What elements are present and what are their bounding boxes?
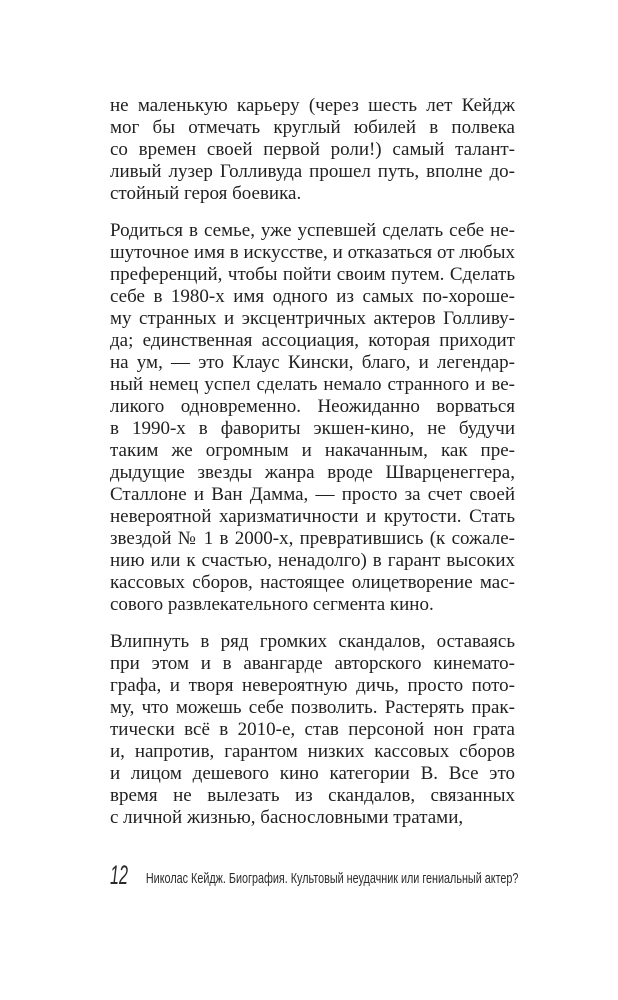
text-line: и лицом дешевого кино категории B. Все это (110, 763, 515, 784)
paragraph (110, 95, 515, 205)
text-line: тически всё в 2010-е, став персоной нон грата (110, 719, 515, 740)
running-title: Николас Кейдж. Биография. Культовый неудачник или гениальный актер? (145, 870, 518, 887)
text-line: время не вылезать из скандалов, связанных (110, 785, 515, 806)
text-line: сового развлекательного сегмента кино. (110, 594, 434, 615)
text-line: графа, и творя невероятную дичь, просто пото- (110, 675, 515, 696)
text-line: му, что можешь себе позволить. Растерять прак- (110, 697, 515, 718)
paragraph (110, 631, 515, 829)
text-line: шуточное имя в искусстве, и отказаться от любых (110, 242, 515, 263)
text-line: и, напротив, гарантом низких кассовых сборов (110, 741, 515, 762)
text-line: Влипнуть в ряд громких скандалов, оставаясь (110, 631, 515, 652)
text-line: невероятной харизматичности и крутости. Стать (110, 506, 515, 527)
text-line: преференций, чтобы пойти своим путем. Сделать (110, 264, 515, 285)
text-line: стойный героя боевика. (110, 183, 302, 204)
text-line: звездой № 1 в 2000-х, превратившись (к сожале- (110, 528, 515, 549)
text-line: да; единственная ассоциация, которая приходит (110, 330, 515, 351)
text-line: ливый лузер Голливуда прошел путь, вполне до- (110, 161, 515, 182)
text-line: ликого одновременно. Неожиданно ворваться (110, 396, 515, 417)
text-line: му странных и эксцентричных актеров Голливу- (110, 308, 515, 329)
text-line: при этом и в авангарде авторского кинемато- (110, 653, 515, 674)
text-line: нию или к счастью, ненадолго) в гарант высоких (110, 550, 515, 571)
text-line: со времен своей первой роли!) самый талант- (110, 139, 515, 160)
text-line: на ум, — это Клаус Кински, благо, и легендар- (110, 352, 515, 373)
text-line: в 1990-х в фавориты экшен-кино, не будучи (110, 418, 515, 439)
page-footer (110, 862, 518, 892)
text-line: Сталлоне и Ван Дамма, — просто за счет своей (110, 484, 515, 505)
body-text (110, 95, 515, 829)
page-number: 12 (110, 860, 129, 890)
text-line: не маленькую карьеру (через шесть лет Кейдж (110, 95, 515, 116)
paragraph (110, 220, 515, 616)
text-line: себе в 1980-х имя одного из самых по-хороше- (110, 286, 515, 307)
text-line: мог бы отмечать круглый юбилей в полвека (110, 117, 515, 138)
text-line: Родиться в семье, уже успевшей сделать себе не- (110, 220, 515, 241)
text-line: таким же огромным и накачанным, как пре- (110, 440, 515, 461)
text-line: с личной жизнью, баснословными тратами, (110, 807, 464, 828)
text-line: ный немец успел сделать немало странного и ве- (110, 374, 515, 395)
text-line: кассовых сборов, настоящее олицетворение мас- (110, 572, 515, 593)
text-line: дыдущие звезды жанра вроде Шварценеггера, (110, 462, 515, 483)
